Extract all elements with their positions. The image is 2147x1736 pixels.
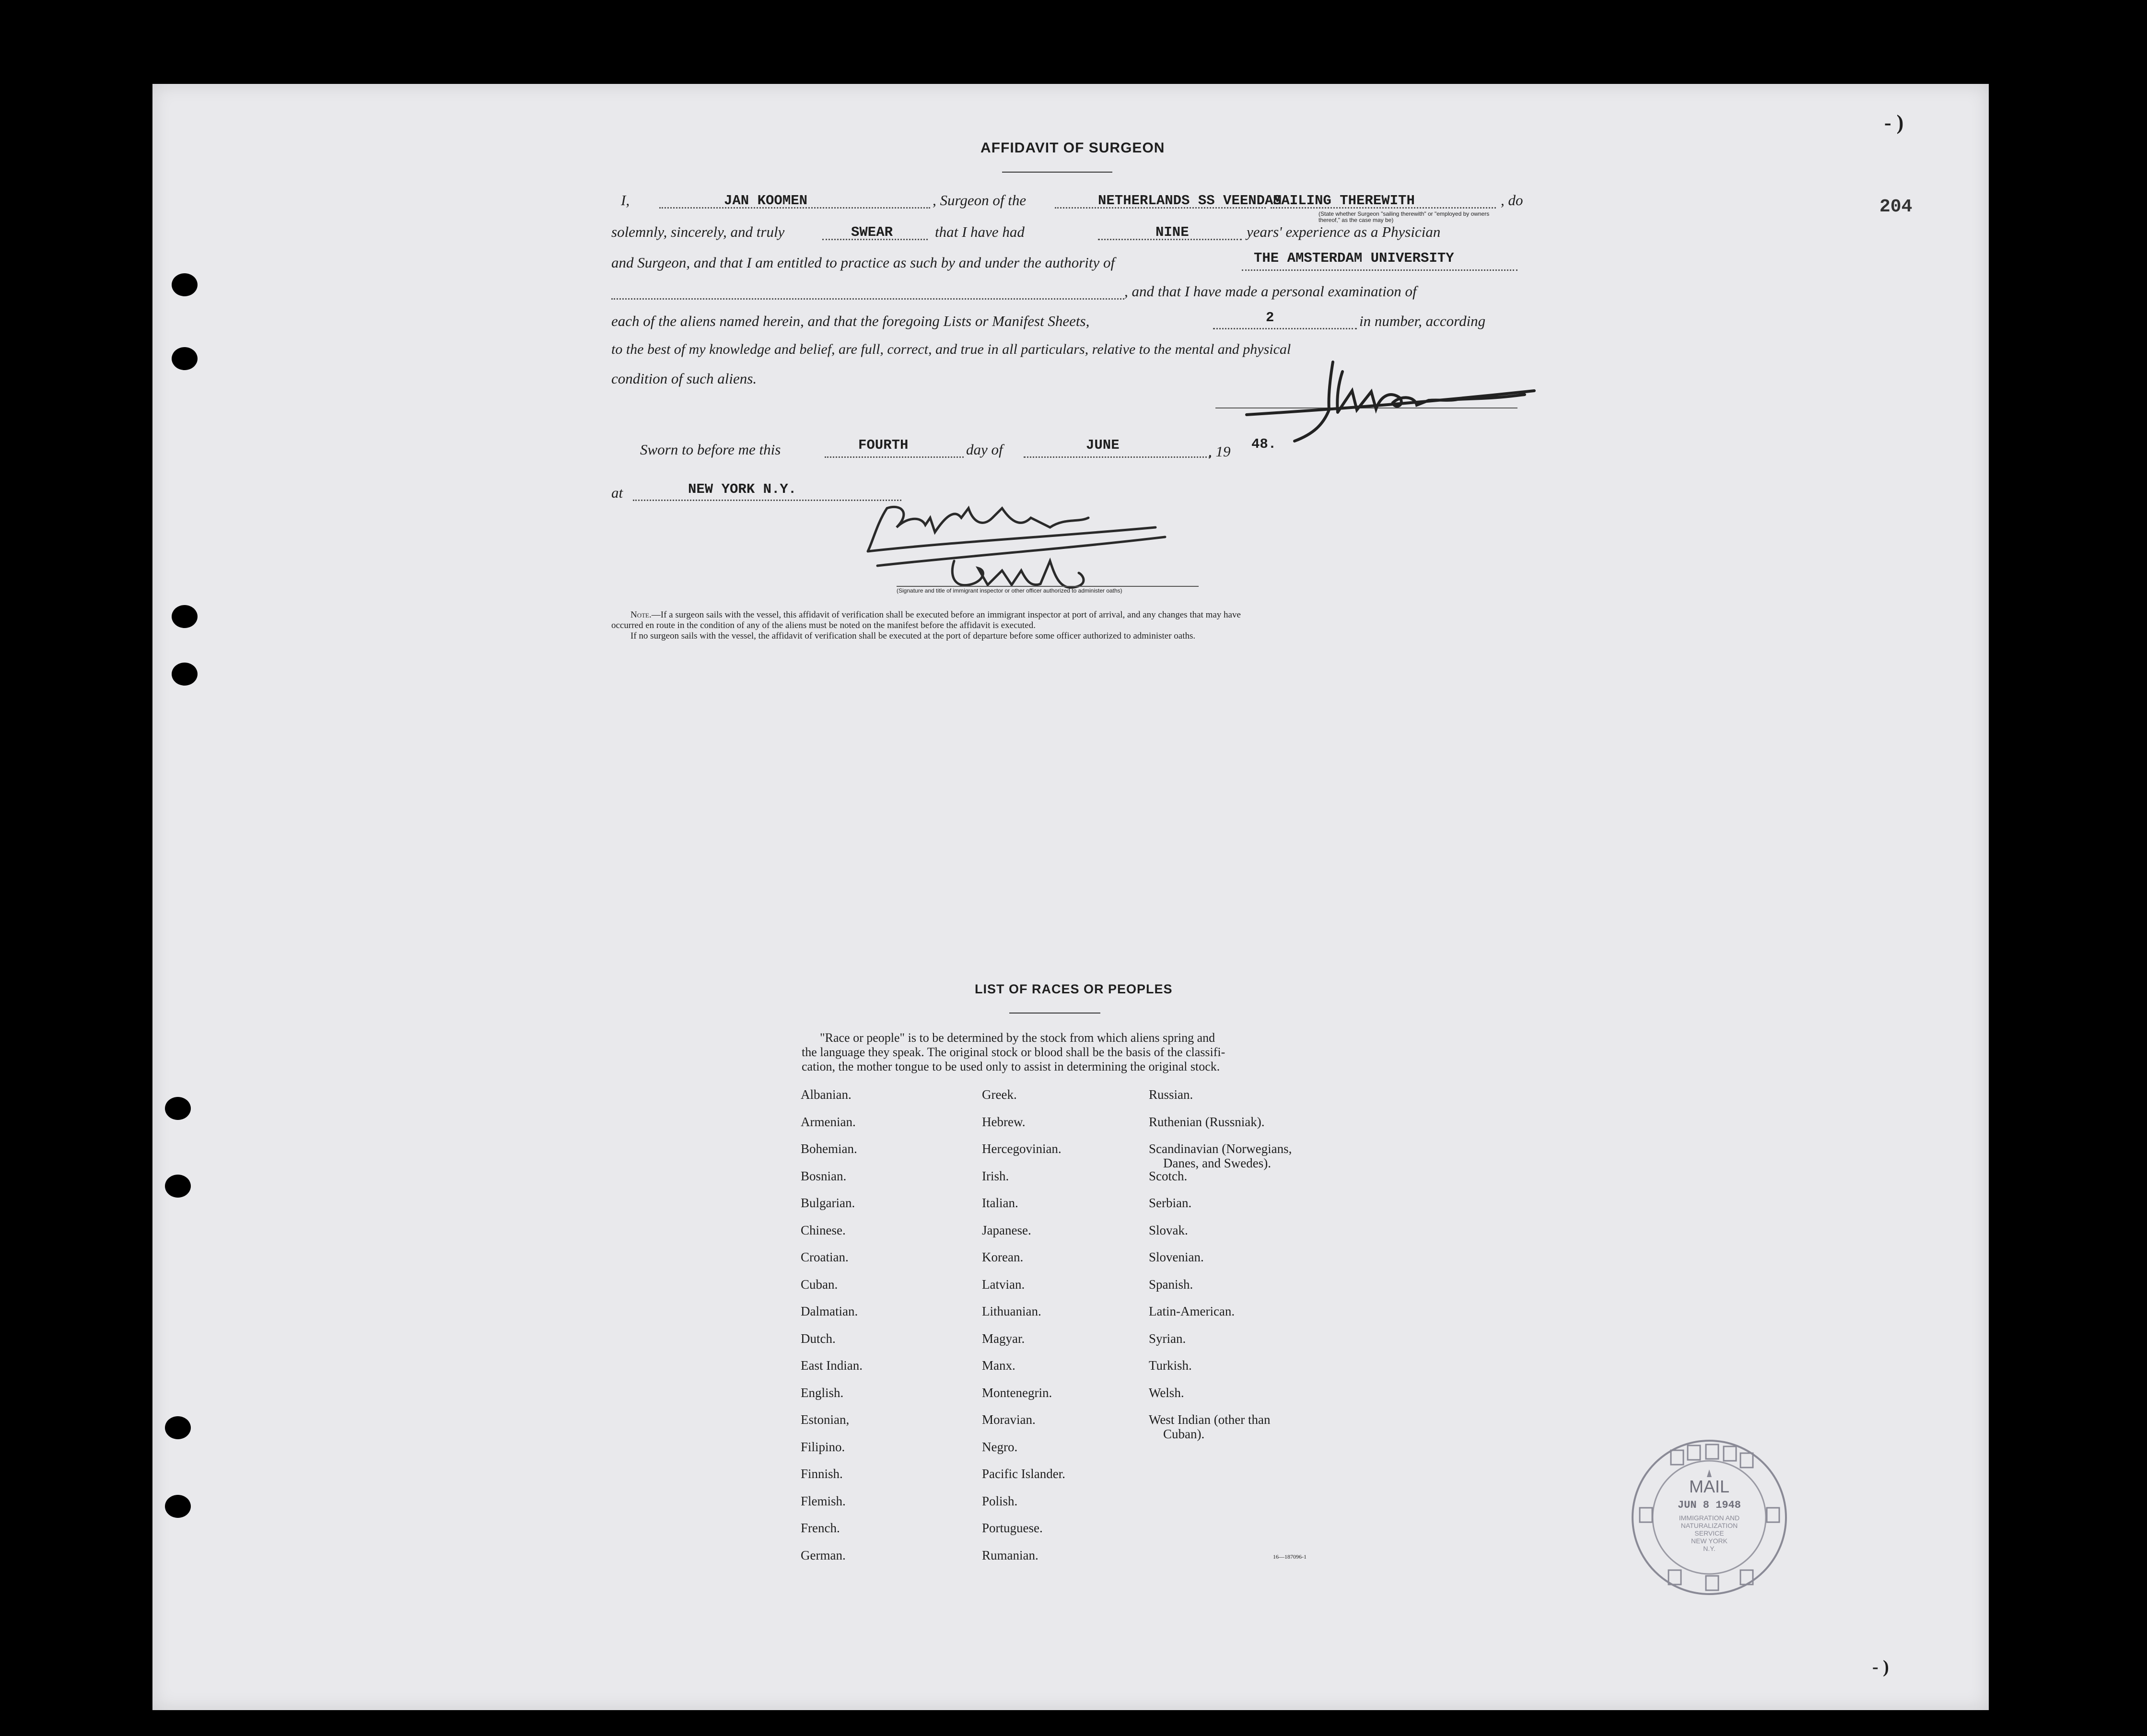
race-entry: Spanish. (1149, 1277, 1193, 1292)
race-entry: Negro. (982, 1439, 1018, 1454)
text: each of the aliens named herein, and that the foregoing Lists or Manifest Sheets, (611, 313, 1090, 329)
race-entry: Russian. (1149, 1087, 1193, 1102)
sworn-place: NEW YORK N.Y. (688, 481, 797, 497)
race-entry: Scotch. (1149, 1168, 1188, 1183)
corner-mark: - ) (1872, 1657, 1889, 1677)
race-entry: Pacific Islander. (982, 1467, 1065, 1481)
blank-line (825, 456, 964, 458)
race-entry: Slovak. (1149, 1223, 1188, 1237)
stamp-text: NEW YORK (1691, 1537, 1727, 1545)
binder-hole (172, 347, 198, 370)
race-entry: Albanian. (801, 1087, 852, 1102)
text: , and that I have made a personal examination of (1124, 283, 1417, 300)
text: solemnly, sincerely, and truly (611, 223, 785, 240)
binder-hole (165, 1175, 191, 1198)
blank-line (1024, 456, 1211, 458)
binder-hole (165, 1097, 191, 1120)
text: , do (1501, 192, 1523, 209)
binder-hole (165, 1416, 191, 1439)
race-entry: Dutch. (801, 1331, 836, 1346)
text: Sworn to before me this (640, 441, 781, 458)
race-entry: Armenian. (801, 1114, 856, 1129)
race-entry: Ruthenian (Russniak). (1149, 1114, 1265, 1129)
text: condition of such aliens. (611, 370, 757, 387)
race-entry: Estonian, (801, 1412, 850, 1427)
race-entry: Italian. (982, 1196, 1018, 1210)
note-label: Note. (630, 610, 652, 620)
blank-line (1213, 328, 1357, 329)
race-entry: Bosnian. (801, 1168, 847, 1183)
text: I, (621, 192, 630, 209)
race-entry: Hebrew. (982, 1114, 1026, 1129)
sworn-year: 48. (1251, 436, 1277, 452)
title-underline (1009, 1013, 1100, 1014)
note-line: occurred en route in the condition of any of the aliens must be noted on the manifest before the affidavit is executed. (611, 620, 1036, 630)
race-entry: Syrian. (1149, 1331, 1186, 1346)
affidavit-title: AFFIDAVIT OF SURGEON (980, 140, 1165, 156)
oath-word: SWEAR (851, 224, 893, 240)
stamp-text: N.Y. (1703, 1545, 1715, 1552)
sworn-day: FOURTH (858, 437, 909, 453)
race-entry: French. (801, 1521, 840, 1535)
race-entry: Scandinavian (Norwegians, (1149, 1142, 1292, 1156)
stamp-text: JUN 8 1948 (1677, 1499, 1741, 1511)
races-intro: "Race or people" is to be determined by the stock from which aliens spring and (820, 1031, 1215, 1045)
binder-hole (172, 273, 198, 296)
stamp-text: IMMIGRATION AND (1679, 1514, 1740, 1522)
corner-mark: - ) (1884, 111, 1904, 134)
race-entry: Greek. (982, 1087, 1017, 1102)
years-experience: NINE (1155, 224, 1189, 240)
officer-caption: (Signature and title of immigrant inspector or other officer authorized to administer oaths) (897, 587, 1122, 594)
manifest-sheet-count: 2 (1266, 310, 1274, 326)
text: in number, according (1359, 313, 1486, 329)
race-entry: West Indian (other than (1149, 1412, 1271, 1427)
form-number: 16—187096-1 (1273, 1553, 1307, 1560)
race-entry: Chinese. (801, 1223, 846, 1237)
blank-line (611, 298, 1124, 300)
signature-line (897, 586, 1199, 587)
binder-hole (165, 1495, 191, 1518)
text: day of (966, 441, 1003, 458)
surgeon-name: JAN KOOMEN (724, 193, 808, 209)
race-entry: Bohemian. (801, 1142, 857, 1156)
race-entry: Korean. (982, 1250, 1024, 1264)
race-entry: Cuban. (801, 1277, 838, 1292)
race-entry: Portuguese. (982, 1521, 1043, 1535)
note-text (630, 610, 1241, 620)
race-entry: Serbian. (1149, 1196, 1192, 1210)
race-entry: Dalmatian. (801, 1304, 858, 1318)
race-entry: East Indian. (801, 1358, 863, 1373)
race-entry: English. (801, 1385, 844, 1400)
race-entry: Japanese. (982, 1223, 1031, 1237)
stamp-text: MAIL (1689, 1477, 1730, 1496)
races-title: LIST OF RACES OR PEOPLES (975, 982, 1173, 996)
race-entry: Filipino. (801, 1439, 845, 1454)
race-entry: Rumanian. (982, 1548, 1038, 1562)
status-hint: (State whether Surgeon "sailing therewith" or "employed by owners thereof," as the case may be) (1319, 210, 1490, 223)
race-entry: Polish. (982, 1493, 1018, 1508)
note-line: If no surgeon sails with the vessel, the affidavit of verification shall be executed at the port of departure before some officer authorized to administer oaths. (630, 631, 1196, 641)
title-underline (1002, 172, 1112, 173)
races-intro: the language they speak. The original stock or blood shall be the basis of the classifi- (802, 1045, 1225, 1059)
text: that I have had (935, 223, 1025, 240)
race-entry: Danes, and Swedes). (1163, 1156, 1271, 1170)
race-entry: Cuban). (1163, 1427, 1205, 1441)
text: to the best of my knowledge and belief, are full, correct, and true in all particulars, relative to the mental and physical (611, 341, 1291, 357)
binder-hole (172, 663, 198, 686)
race-entry: German. (801, 1548, 846, 1562)
sworn-month: JUNE (1086, 437, 1120, 453)
race-entry: Lithuanian. (982, 1304, 1041, 1318)
race-entry: Manx. (982, 1358, 1015, 1373)
licensing-authority: THE AMSTERDAM UNIVERSITY (1254, 250, 1454, 266)
race-entry: Hercegovinian. (982, 1142, 1062, 1156)
stamp-text: SERVICE (1694, 1529, 1724, 1537)
stamp-text: NATURALIZATION (1680, 1522, 1738, 1529)
blank-line (1242, 269, 1517, 271)
race-entry: Croatian. (801, 1250, 849, 1264)
text: at (611, 484, 623, 501)
text: and Surgeon, and that I am entitled to practice as such by and under the authority of (611, 254, 1115, 271)
race-entry: Bulgarian. (801, 1196, 855, 1210)
race-entry: Montenegrin. (982, 1385, 1052, 1400)
race-entry: Finnish. (801, 1467, 843, 1481)
race-entry: Magyar. (982, 1331, 1025, 1346)
races-intro: cation, the mother tongue to be used only to assist in determining the original stock. (802, 1060, 1220, 1073)
race-entry: Turkish. (1149, 1358, 1192, 1373)
race-entry: Latin-American. (1149, 1304, 1235, 1318)
race-entry: Irish. (982, 1168, 1009, 1183)
text: , 19 (1208, 443, 1231, 460)
race-entry: Flemish. (801, 1493, 846, 1508)
race-entry: Slovenian. (1149, 1250, 1204, 1264)
page-number: 204 (1879, 197, 1913, 217)
binder-hole (172, 605, 198, 628)
text: , Surgeon of the (933, 192, 1027, 209)
vessel-name: NETHERLANDS SS VEENDAM (1098, 193, 1282, 209)
note-line: —If a surgeon sails with the vessel, this affidavit of verification shall be executed before an immigrant inspector at port of arrival, and any changes that may have (651, 610, 1241, 620)
race-entry: Moravian. (982, 1412, 1036, 1427)
text: years' experience as a Physician (1247, 223, 1441, 240)
officer-signature (858, 489, 1175, 599)
mail-received-stamp (1625, 1436, 1793, 1599)
race-entry: Latvian. (982, 1277, 1025, 1292)
surgeon-status: SAILING THEREWITH (1273, 193, 1415, 209)
race-entry: Welsh. (1149, 1385, 1184, 1400)
